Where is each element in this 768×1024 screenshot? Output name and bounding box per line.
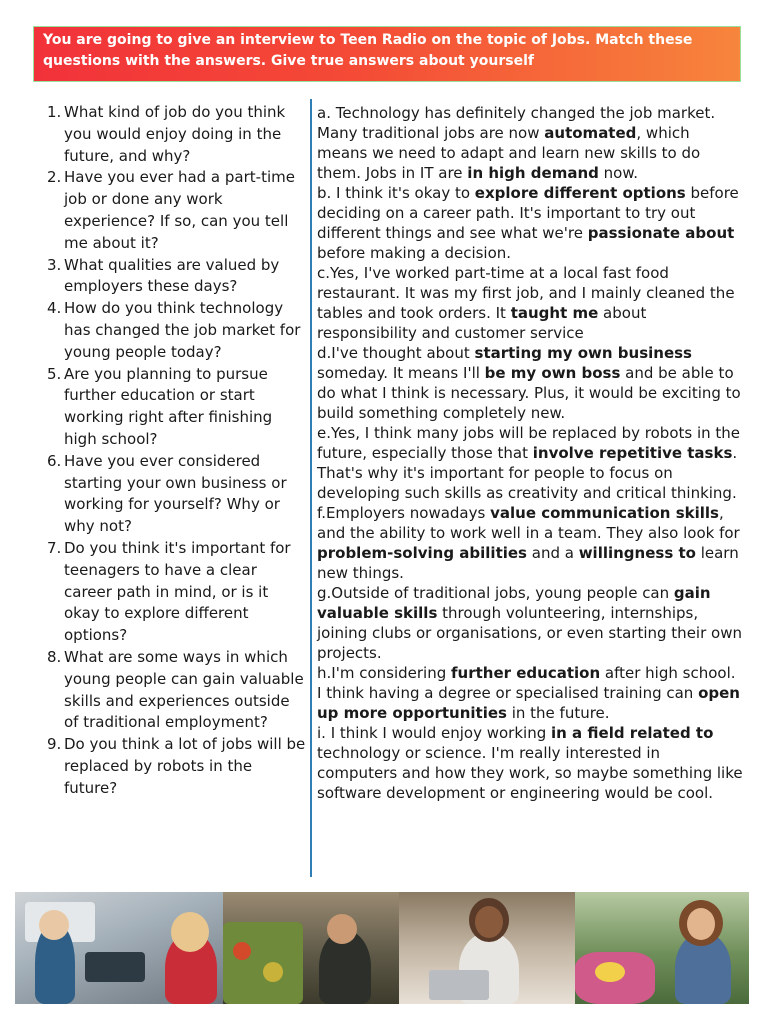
- answer-key-phrase: explore different options: [474, 184, 686, 202]
- answer-text: after high school. I think having a degree or specialised training can: [317, 664, 736, 702]
- answer-text: about responsibility and customer service: [317, 304, 647, 342]
- question-text: Are you planning to pursue further education or start working right after finishing high school?: [64, 364, 273, 448]
- answer-text: d.I've thought about: [317, 344, 475, 362]
- answer-key-phrase: passionate about: [587, 224, 735, 242]
- answer-key-phrase: willingness to: [578, 544, 696, 562]
- answer-text: and a: [526, 544, 579, 562]
- answer-text: , and the ability to work well in a team. They also look for: [317, 504, 740, 542]
- instructions-text: You are going to give an interview to Teen Radio on the topic of Jobs. Match these questions with the answers. Give true answers about yourself: [43, 32, 693, 69]
- answer-key-phrase: involve repetitive tasks: [532, 444, 733, 462]
- question-number: 8.: [47, 647, 62, 666]
- question-item: [32, 538, 306, 647]
- answer-text: e.Yes, I think many jobs will be replaced by robots in the future, especially those that: [317, 424, 741, 462]
- answer-text: i. I think I would enjoy working: [317, 724, 552, 742]
- answer-key-phrase: gain valuable skills: [317, 584, 711, 622]
- answer-text: . That's why it's important for people to focus on developing such skills as creativity and critical thinking.: [317, 444, 738, 502]
- questions-list: [32, 102, 306, 800]
- answer-key-phrase: in a field related to: [551, 724, 714, 742]
- question-item: [32, 102, 306, 167]
- answer-text: and be able to do what I think is necessary. Plus, it would be exciting to build something completely new.: [317, 364, 741, 422]
- question-item: [32, 298, 306, 363]
- answer-text: someday. It means I'll: [317, 364, 485, 382]
- question-number: 4.: [47, 299, 62, 318]
- greenhouse-gardener-photo: [575, 892, 749, 1004]
- answer-text: f.Employers nowadays: [317, 504, 491, 522]
- question-item: [32, 255, 306, 299]
- answer-text: h.I'm considering: [317, 664, 451, 682]
- question-item: [32, 451, 306, 538]
- question-number: 2.: [47, 168, 62, 187]
- question-text: What qualities are valued by employers these days?: [64, 255, 280, 296]
- answer-key-phrase: in high demand: [467, 164, 599, 182]
- question-number: 3.: [47, 255, 62, 274]
- answer-item: [317, 663, 743, 723]
- column-divider: [310, 99, 312, 877]
- answer-item: [317, 183, 743, 263]
- answer-key-phrase: value communication skills: [490, 504, 719, 522]
- answer-key-phrase: automated: [544, 124, 637, 142]
- answer-text: technology or science. I'm really interested in computers and how they work, so maybe something like software development or engineering would be cool.: [317, 744, 743, 802]
- question-number: 6.: [47, 451, 62, 470]
- answer-text: before deciding on a career path. It's important to try out different things and see what we're: [317, 184, 739, 242]
- fast-food-workers-photo: [15, 892, 223, 1004]
- photo-strip: [15, 892, 749, 1004]
- answer-text: b. I think it's okay to: [317, 184, 475, 202]
- question-text: Have you ever had a part-time job or done any work experience? If so, can you tell me about it?: [64, 168, 295, 252]
- answer-text: learn new things.: [317, 544, 739, 582]
- answer-key-phrase: taught me: [510, 304, 599, 322]
- question-number: 5.: [47, 364, 62, 383]
- answer-item: [317, 423, 743, 503]
- answer-key-phrase: open up more opportunities: [317, 684, 740, 722]
- answer-key-phrase: starting my own business: [474, 344, 692, 362]
- answer-text: g.Outside of traditional jobs, young people can: [317, 584, 674, 602]
- question-text: What are some ways in which young people can gain valuable skills and experiences outside of traditional employment?: [64, 647, 304, 732]
- answers-list: [317, 103, 743, 803]
- answer-text: c.Yes, I've worked part-time at a local fast food restaurant. It was my first job, and I mainly cleaned the tables and took orders. It: [317, 264, 735, 322]
- question-number: 9.: [47, 735, 62, 754]
- question-text: How do you think technology has changed the job market for young people today?: [64, 299, 301, 361]
- answer-text: through volunteering, internships, joining clubs or organisations, or even starting their own projects.: [317, 604, 742, 662]
- answer-text: , which means we need to adapt and learn new skills to do them. Jobs in IT are: [317, 124, 701, 182]
- answer-text: now.: [598, 164, 639, 182]
- student-laptop-photo: [399, 892, 575, 1004]
- question-item: [32, 734, 306, 799]
- answer-key-phrase: be my own boss: [484, 364, 621, 382]
- question-item: [32, 167, 306, 254]
- answer-text: a. Technology has definitely changed the job market. Many traditional jobs are now: [317, 104, 716, 142]
- answer-text: in the future.: [506, 704, 610, 722]
- answer-item: [317, 583, 743, 663]
- answer-item: [317, 723, 743, 803]
- answer-item: [317, 103, 743, 183]
- question-number: 1.: [47, 103, 62, 121]
- answer-key-phrase: further education: [451, 664, 601, 682]
- question-item: [32, 364, 306, 451]
- question-text: Have you ever considered starting your own business or working for yourself? Why or why not?: [64, 451, 287, 536]
- question-text: Do you think a lot of jobs will be replaced by robots in the future?: [64, 735, 306, 797]
- answer-item: [317, 263, 743, 343]
- answer-item: [317, 503, 743, 583]
- question-item: [32, 647, 306, 734]
- instructions-banner: [33, 26, 741, 82]
- question-text: What kind of job do you think you would enjoy doing in the future, and why?: [64, 103, 286, 165]
- question-number: 7.: [47, 538, 62, 557]
- question-text: Do you think it's important for teenagers to have a clear career path in mind, or is it okay to explore different options?: [64, 538, 291, 645]
- grocery-worker-photo: [223, 892, 399, 1004]
- answer-item: [317, 343, 743, 423]
- answer-key-phrase: problem-solving abilities: [317, 544, 527, 562]
- answer-text: before making a decision.: [317, 244, 512, 262]
